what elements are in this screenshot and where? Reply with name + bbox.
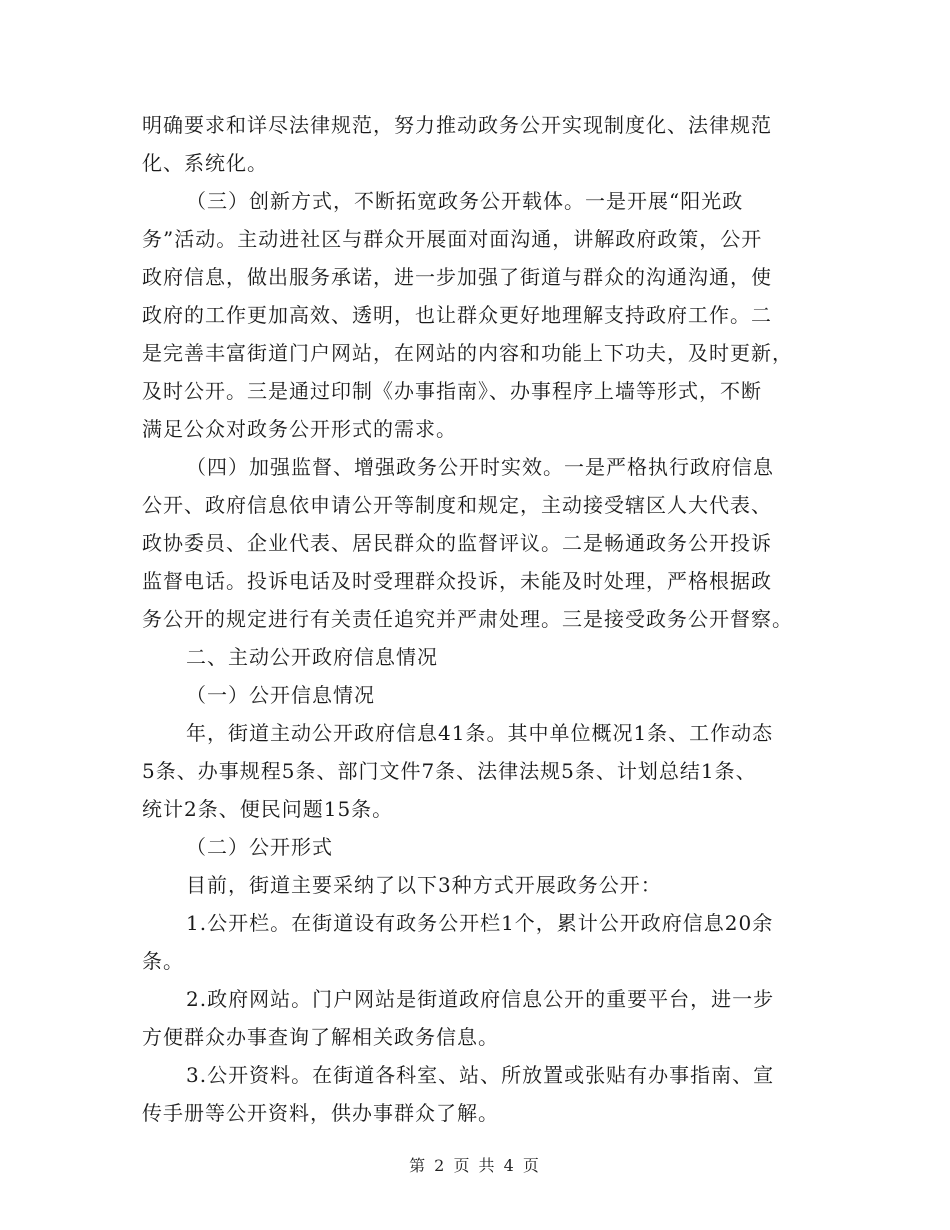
text-line: 传手册等公开资料，供办事群众了解。 — [142, 1101, 499, 1125]
text-line: 政协委员、企业代表、居民群众的监督评议。二是畅通政务公开投诉 — [142, 531, 772, 555]
text-line: （二）公开形式 — [186, 835, 333, 859]
text-line: 是完善丰富街道门户网站，在网站的内容和功能上下功夫，及时更新， — [142, 341, 793, 365]
text-line: （三）创新方式，不断拓宽政务公开载体。一是开展“阳光政 — [186, 189, 744, 213]
text-line: 年，街道主动公开政府信息41条。其中单位概况1条、工作动态 — [186, 721, 774, 745]
text-line: 方便群众办事查询了解相关政务信息。 — [142, 1025, 499, 1049]
text-line: 及时公开。三是通过印制《办事指南》、办事程序上墙等形式，不断 — [142, 379, 762, 403]
text-line: 监督电话。投诉电话及时受理群众投诉，未能及时处理，严格根据政 — [142, 569, 772, 593]
text-line: 政府的工作更加高效、透明，也让群众更好地理解支持政府工作。二 — [142, 303, 772, 327]
text-line: 务公开的规定进行有关责任追究并严肃处理。三是接受政务公开督察。 — [142, 607, 793, 631]
text-line: 化、系统化。 — [142, 151, 268, 175]
text-line: 统计2条、便民问题15条。 — [142, 797, 394, 821]
text-line: 务”活动。主动进社区与群众开展面对面沟通，讲解政府政策，公开 — [142, 227, 763, 251]
text-line: 二、主动公开政府信息情况 — [186, 645, 438, 669]
text-line: （一）公开信息情况 — [186, 683, 375, 707]
text-line: 5条、办事规程5条、部门文件7条、法律法规5条、计划总结1条、 — [142, 759, 757, 783]
document-body — [142, 106, 814, 1132]
text-line: 政府信息，做出服务承诺，进一步加强了街道与群众的沟通沟通，使 — [142, 265, 772, 289]
text-line: 1.公开栏。在街道设有政务公开栏1个，累计公开政府信息20余 — [186, 911, 774, 935]
text-line: 满足公众对政务公开形式的需求。 — [142, 417, 457, 441]
text-line: 公开、政府信息依申请公开等制度和规定，主动接受辖区人大代表、 — [142, 493, 772, 517]
text-line: 2.政府网站。门户网站是街道政府信息公开的重要平台，进一步 — [186, 987, 775, 1011]
text-line: 目前，街道主要采纳了以下3种方式开展政务公开： — [186, 873, 662, 897]
text-line: （四）加强监督、增强政务公开时实效。一是严格执行政府信息 — [186, 455, 774, 479]
text-line: 条。 — [142, 949, 184, 973]
text-line: 明确要求和详尽法律规范，努力推动政务公开实现制度化、法律规范 — [142, 113, 772, 137]
text-line: 3.公开资料。在街道各科室、站、所放置或张贴有办事指南、宣 — [186, 1063, 775, 1087]
page-footer: 第 2 页 共 4 页 — [409, 1156, 541, 1175]
